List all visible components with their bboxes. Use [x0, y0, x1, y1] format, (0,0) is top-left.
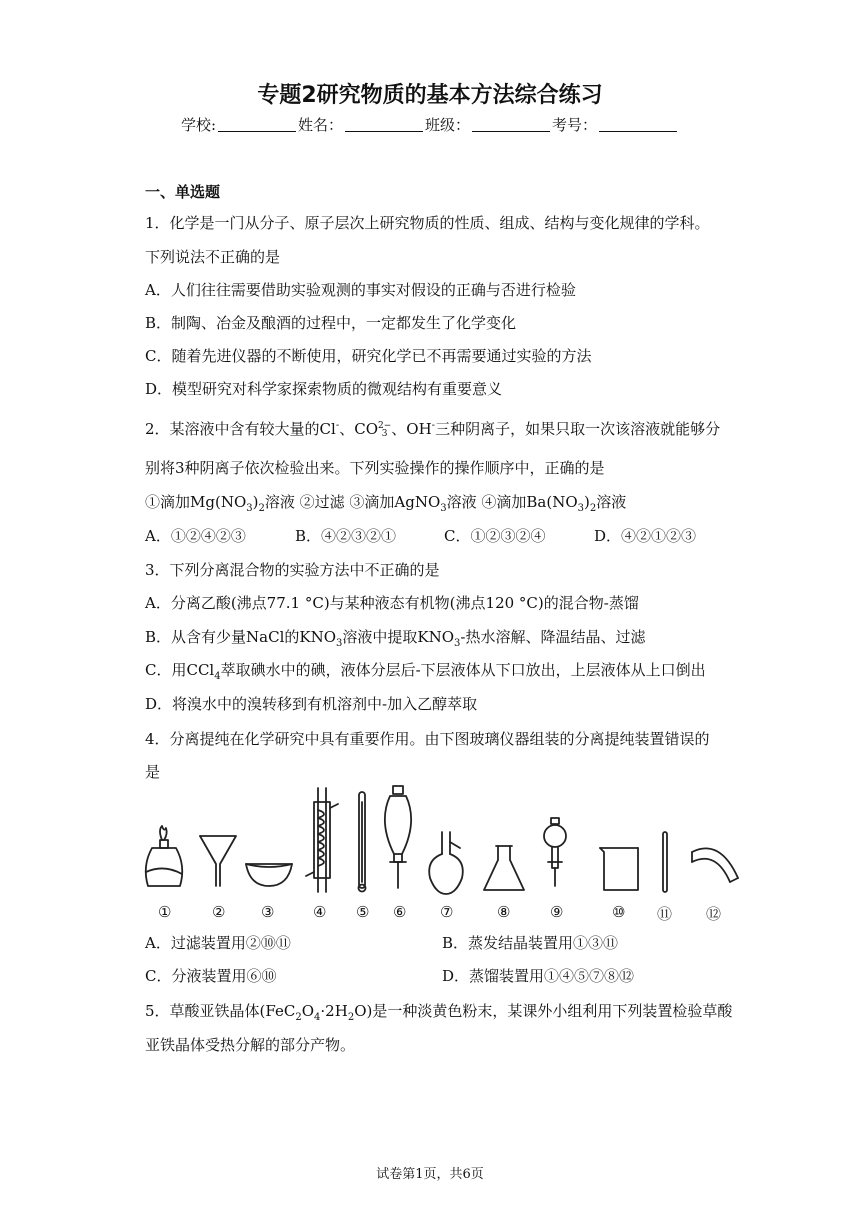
separatory-funnel-icon: [385, 786, 411, 888]
school-label: 学校:: [180, 116, 216, 134]
figure-label: ⑦: [440, 903, 454, 921]
beaker-icon: [600, 848, 638, 890]
condenser-icon: [306, 788, 338, 892]
thermometer-icon: [359, 792, 366, 892]
q1-stem-line1: 1．化学是一门从分子、原子层次上研究物质的性质、组成、结构与变化规律的学科。: [145, 214, 710, 232]
q4-option-a: A．过滤装置用②⑩⑪: [145, 934, 291, 952]
q5-stem-line1: 5．草酸亚铁晶体$(FeC_2O_4\cdot 2H_2O)$是一种淡黄色粉末，某课外小组利用下列装置检验草酸: [145, 1002, 733, 1023]
figure-label: ⑧: [497, 903, 511, 921]
q4-option-c: C．分液装置用⑥⑩: [145, 967, 277, 985]
q4-option-b: B．蒸发结晶装置用①③⑪: [442, 934, 619, 952]
school-blank[interactable]: [218, 117, 296, 132]
distilling-flask-icon: [429, 832, 463, 894]
figure-label: ②: [212, 903, 226, 921]
name-blank[interactable]: [345, 117, 423, 132]
q3-option-b: B．从含有少量NaCl的$KNO_3$溶液中提取$KNO_3-$热水溶解、降温结晶、过滤: [145, 628, 646, 649]
figure-label: ④: [313, 903, 327, 921]
class-blank[interactable]: [472, 117, 550, 132]
q1-option-a: A．人们往往需要借助实验观测的事实对假设的正确与否进行检验: [145, 281, 576, 299]
q2-steps: ①滴加$Mg(NO_3)_2$溶液 ②过滤 ③滴加AgNO$_3$溶液 ④滴加$Ba(NO_3)_2$溶液: [145, 493, 627, 514]
figure-label: ⑪: [657, 905, 673, 923]
erlenmeyer-flask-icon: [484, 846, 524, 890]
adapter-icon: [692, 848, 738, 882]
dropping-funnel-icon: [544, 818, 566, 886]
evaporating-dish-icon: [246, 864, 292, 886]
q2-option-b: B．④②③②①: [295, 527, 397, 545]
q5-stem-line2: 亚铁晶体受热分解的部分产物。: [145, 1036, 356, 1054]
q3-stem: 3．下列分离混合物的实验方法中不正确的是: [145, 561, 440, 579]
q2-option-a: A．①②④②③: [145, 527, 246, 545]
q4-stem-line2: 是: [145, 763, 161, 781]
funnel-icon: [200, 836, 236, 886]
student-info-line: [0, 114, 860, 135]
figure-label: ⑨: [550, 903, 564, 921]
exam-no-label: 考号：: [552, 116, 598, 134]
figure-label: ⑫: [706, 905, 722, 923]
figure-label: ①: [158, 903, 172, 921]
q2-option-c: C．①②③②④: [444, 527, 546, 545]
q1-option-b: B．制陶、冶金及酿酒的过程中，一定都发生了化学变化: [145, 314, 517, 332]
q1-stem-line2: 下列说法不正确的是: [145, 248, 281, 266]
alcohol-lamp-icon: [146, 826, 183, 886]
section-heading: 一、单选题: [145, 183, 221, 201]
q4-option-d: D．蒸馏装置用①④⑤⑦⑧⑫: [442, 967, 635, 985]
q2-stem-line1: 2．某溶液中含有较大量的Cl-、CO2− 3 、OH-三种阴离子，如果只取一次该溶液就能够分: [145, 420, 721, 439]
glass-rod-icon: [663, 832, 667, 892]
q3-option-c: C．用CCl$_4$萃取碘水中的碘，液体分层后-下层液体从下口放出，上层液体从上口倒出: [145, 661, 706, 682]
glassware-figure: [140, 782, 750, 900]
q1-option-c: C．随着先进仪器的不断使用，研究化学已不再需要通过实验的方法: [145, 347, 592, 365]
page-footer: 试卷第1页，共6页: [376, 1167, 484, 1182]
figure-label: ⑤: [356, 903, 370, 921]
q2-stem-line2: 别将3种阴离子依次检验出来。下列实验操作的操作顺序中，正确的是: [145, 459, 605, 477]
q1-option-d: D．模型研究对科学家探索物质的微观结构有重要意义: [145, 380, 503, 398]
figure-label: ⑩: [612, 903, 626, 921]
name-label: 姓名：: [298, 116, 344, 134]
q3-option-a: A．分离乙酸(沸点77.1 °C)与某种液态有机物(沸点120 °C)的混合物-蒸馏: [145, 594, 639, 612]
q3-option-d: D．将溴水中的溴转移到有机溶剂中-加入乙醇萃取: [145, 695, 478, 713]
figure-label: ⑥: [393, 903, 407, 921]
figure-label: ③: [261, 903, 275, 921]
page-title: 专题2研究物质的基本方法综合练习: [257, 83, 603, 108]
exam-no-blank[interactable]: [599, 117, 677, 132]
co3-charge: 2− 3: [378, 421, 392, 439]
class-label: 班级：: [425, 116, 471, 134]
q4-stem-line1: 4．分离提纯在化学研究中具有重要作用。由下图玻璃仪器组装的分离提纯装置错误的: [145, 730, 710, 748]
q2-option-d: D．④②①②③: [594, 527, 697, 545]
